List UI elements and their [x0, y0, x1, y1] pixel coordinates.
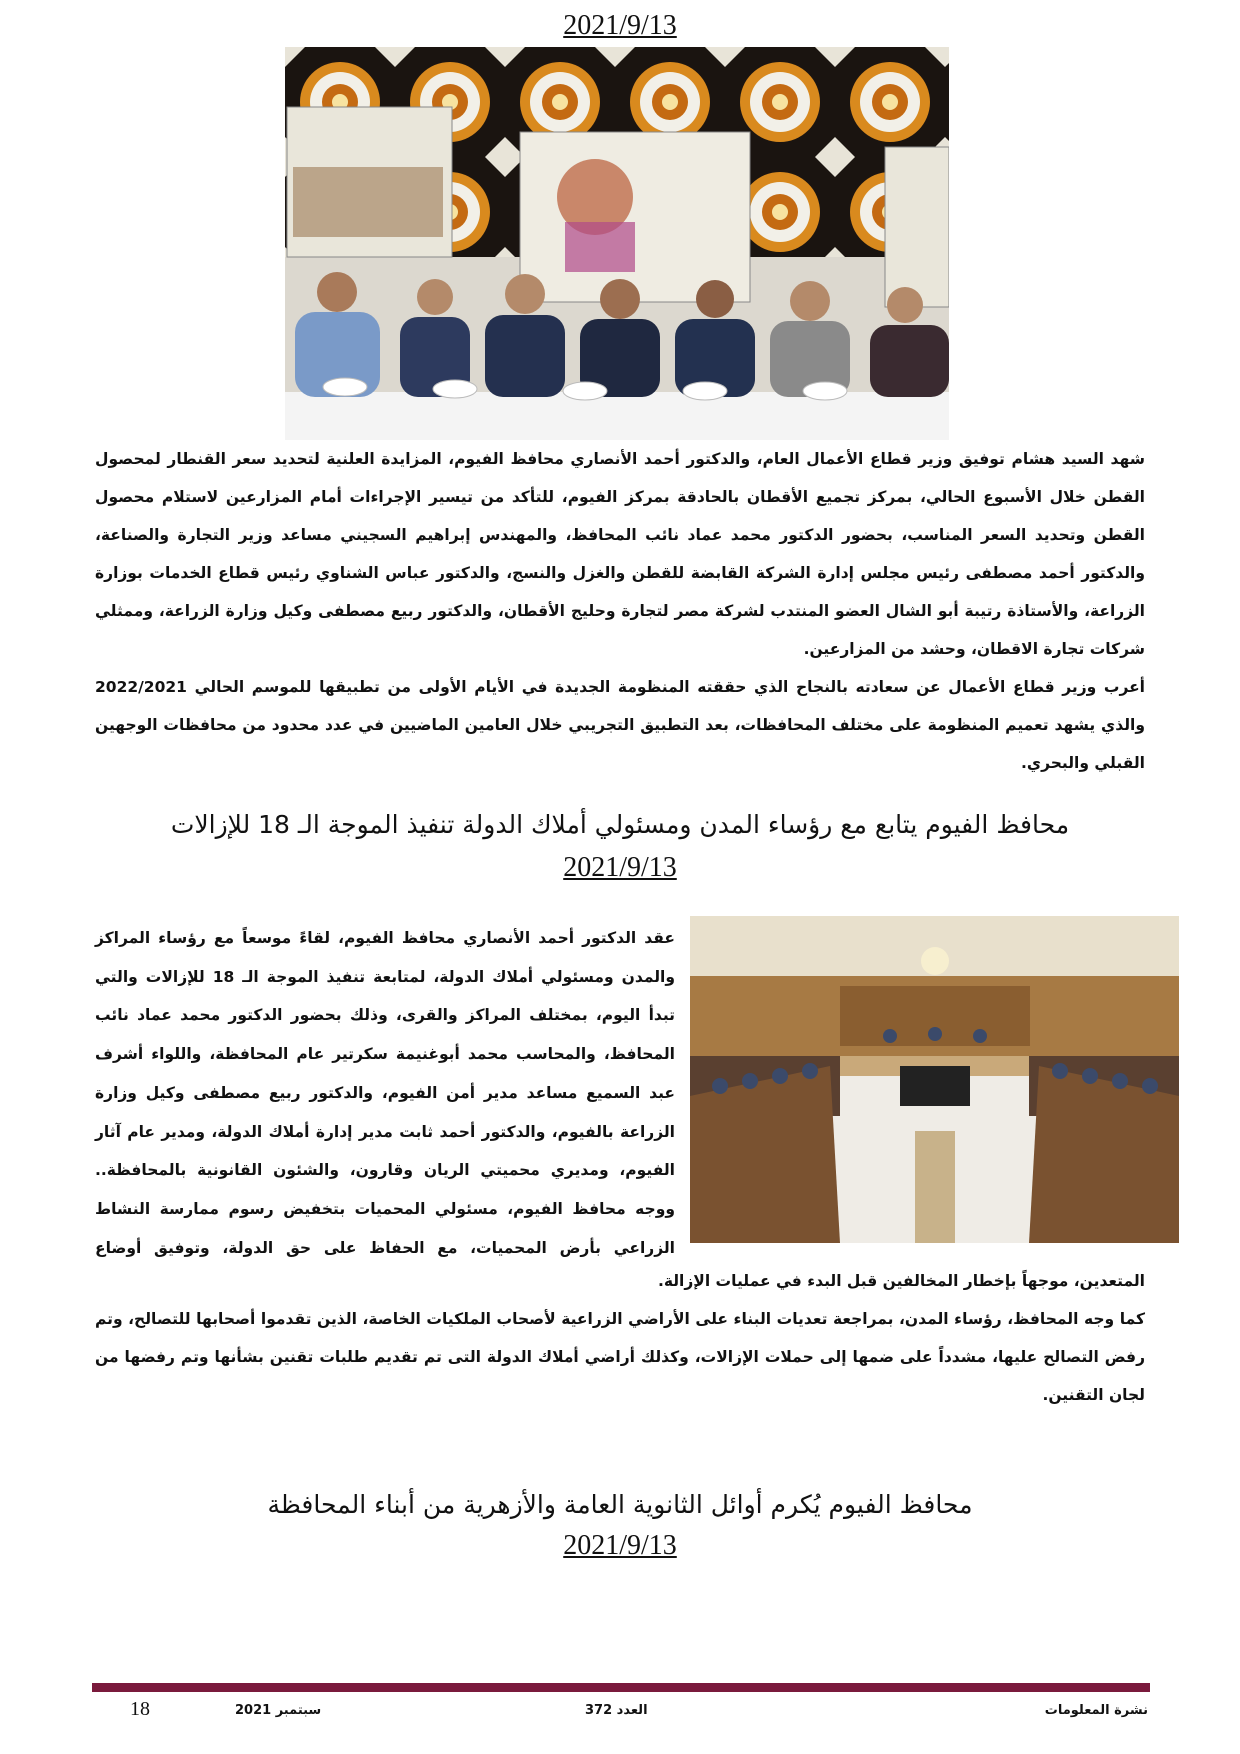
footer-bar	[92, 1683, 1150, 1692]
article2-continuation: المتعدين، موجهاً بإخطار المخالفين قبل البدء في عمليات الإزالة.	[657, 1272, 1145, 1290]
footer-publication: نشرة المعلومات	[1044, 1703, 1148, 1718]
article2-date: 2021/9/13	[563, 852, 677, 883]
meeting-hall-photo	[690, 916, 1179, 1243]
article3-title: محافظ الفيوم يُكرم أوائل الثانوية العامة والأزهرية من أبناء المحافظة	[267, 1490, 973, 1519]
article2-paragraph-2: كما وجه المحافظ، رؤساء المدن، بمراجعة تعديات البناء على الأراضي الزراعية لأصحاب الملكيات الخاصة، الذين تقدموا أصحابها للتصالح، وتم رفض التصالح عليها، مشدداً على ضمها إلى حملات الإزالات، وكذلك أراضي أملاك الدولة التى تم تقديم طلبات تقنين بشأنها وتم رفضها من لجان التقنين.	[95, 1310, 1145, 1404]
footer-page-number: 18	[130, 1698, 150, 1720]
cotton-auction-illustration	[285, 47, 949, 440]
footer-month: سبتمبر 2021	[235, 1703, 322, 1718]
article1-date: 2021/9/13	[563, 10, 677, 41]
article2-title: محافظ الفيوم يتابع مع رؤساء المدن ومسئولي أملاك الدولة تنفيذ الموجة الـ 18 للإزالات	[170, 810, 1070, 839]
article1-paragraph-1: شهد السيد هشام توفيق وزير قطاع الأعمال العام، والدكتور أحمد الأنصاري محافظ الفيوم، المزايدة العلنية لتحديد سعر القنطار لمحصول القطن خلال الأسبوع الحالي، بمركز تجميع الأقطان بالحادقة بمركز الفيوم، للتأكد من تيسير الإجراءات أمام المزارعين لاستلام محصول القطن وتحديد السعر المناسب، بحضور الدكتور محمد عماد نائب المحافظ، والمهندس إبراهيم السجيني مساعد وزير التجارة والصناعة، والدكتور أحمد مصطفى رئيس مجلس إدارة الشركة القابضة للقطن والغزل والنسج، والدكتور عباس الشناوي رئيس قطاع الخدمات بوزارة الزراعة، والأستاذة رتيبة أبو الشال العضو المنتدب لشركة مصر لتجارة وحليج الأقطان، والدكتور ربيع مصطفى وكيل وزارة الزراعة، وممثلي شركات تجارة الاقطان، وحشد من المزارعين.	[95, 450, 1145, 658]
article3-date: 2021/9/13	[563, 1530, 677, 1561]
meeting-hall-illustration	[690, 916, 1179, 1243]
footer-issue: العدد 372	[585, 1703, 648, 1718]
cotton-auction-photo	[285, 47, 949, 440]
article1-paragraph-2: أعرب وزير قطاع الأعمال عن سعادته بالنجاح الذي حققته المنظومة الجديدة في الأيام الأولى من تطبيقها للموسم الحالي 2022/2021 والذي يشهد تعميم المنظومة على مختلف المحافظات، بعد التطبيق التجريبي خلال العامين الماضيين في عدد محدود من محافظات الوجهين القبلي والبحري.	[95, 678, 1145, 772]
article2-wrapped-text: عقد الدكتور أحمد الأنصاري محافظ الفيوم، لقاءً موسعاً مع رؤساء المراكز والمدن ومسئولي أملاك الدولة، لمتابعة تنفيذ الموجة الـ 18 للإزالات والتي تبدأ اليوم، بمختلف المراكز والقرى، وذلك بحضور الدكتور محمد عماد نائب المحافظ، والمحاسب محمد أبوغنيمة سكرتير عام المحافظة، واللواء أشرف عبد السميع مساعد مدير أمن الفيوم، والدكتور ربيع مصطفى وكيل وزارة الزراعة بالفيوم، والدكتور أحمد ثابت مدير إدارة أملاك الدولة، ومدير عام آثار الفيوم، ومديري محميتي الريان وقارون، والشئون القانونية بالمحافظة.. ووجه محافظ الفيوم، مسئولي المحميات بتخفيض رسوم ممارسة النشاط الزراعي بأرض المحميات، مع الحفاظ على حق الدولة، وتوفيق أوضاع	[95, 929, 676, 1257]
